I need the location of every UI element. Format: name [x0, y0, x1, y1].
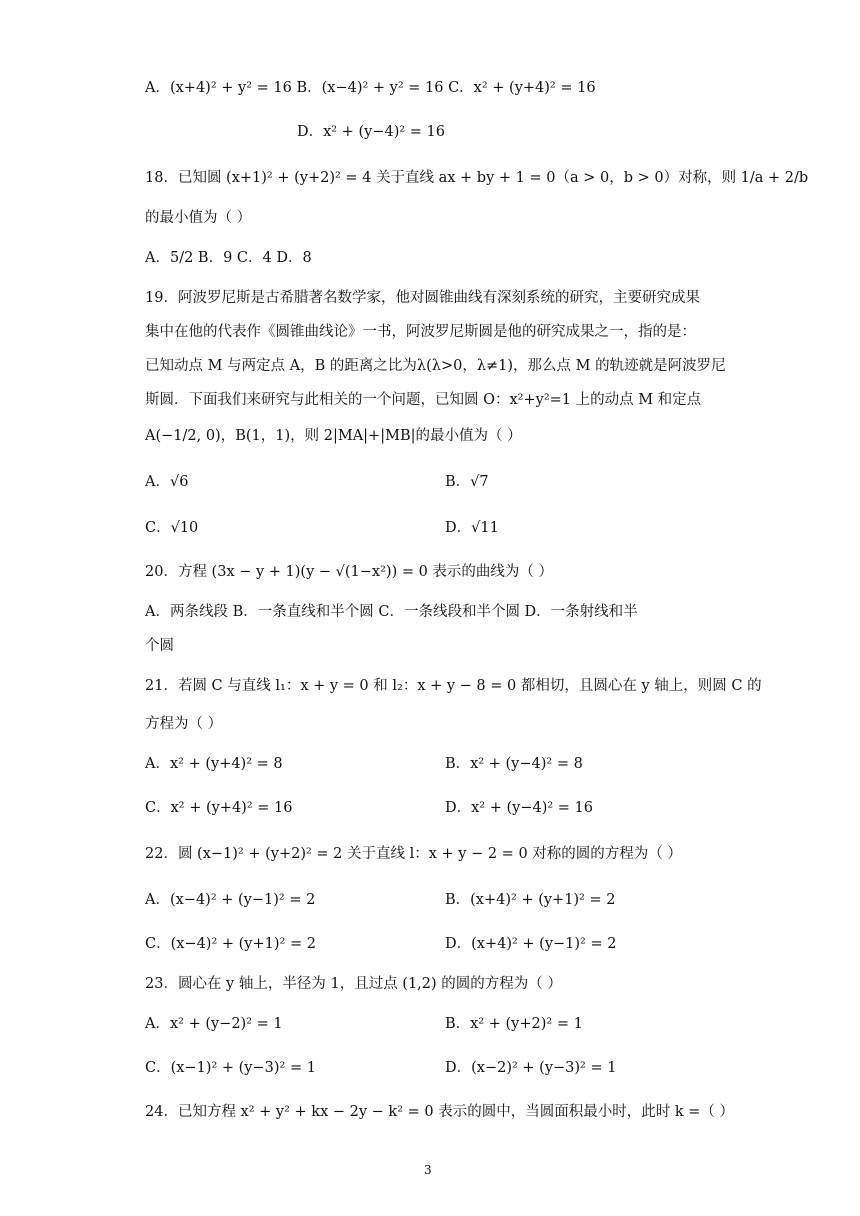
- q23-option-b: B．x² + (y+2)² = 1: [445, 1016, 583, 1032]
- q22-option-b: B．(x+4)² + (y+1)² = 2: [445, 892, 616, 908]
- q22-option-c: C．(x−4)² + (y+1)² = 2: [145, 936, 316, 952]
- q19-option-a: A．√6: [145, 474, 189, 490]
- q21-option-b: B．x² + (y−4)² = 8: [445, 756, 583, 772]
- q20-options-cont: 个圆: [145, 638, 174, 654]
- q23-stem: 23．圆心在 y 轴上，半径为 1，且过点 (1,2) 的圆的方程为（ ）: [145, 976, 562, 992]
- q19-stem-2: 集中在他的代表作《圆锥曲线论》一书，阿波罗尼斯圆是他的研究成果之一，指的是：: [145, 324, 696, 340]
- q19-stem-4: 斯圆．下面我们来研究与此相关的一个问题，已知圆 O：x²+y²=1 上的动点 M 和定点: [145, 392, 702, 408]
- q18-options: A．5/2 B．9 C．4 D．8: [145, 250, 312, 266]
- q20-options: A．两条线段 B．一条直线和半个圆 C．一条线段和半个圆 D．一条射线和半: [145, 604, 638, 620]
- q19-stem-3: 已知动点 M 与两定点 A，B 的距离之比为λ(λ>0，λ≠1)，那么点 M 的轨迹就是阿波罗尼: [145, 358, 726, 374]
- page-number: 3: [424, 1163, 432, 1177]
- q20-stem: 20．方程 (3x − y + 1)(y − √(1−x²)) = 0 表示的曲线为（ ）: [145, 564, 554, 580]
- q22-option-a: A．(x−4)² + (y−1)² = 2: [145, 892, 316, 908]
- q22-option-d: D．(x+4)² + (y−1)² = 2: [445, 936, 617, 952]
- q17-options-abc: A．(x+4)² + y² = 16 B．(x−4)² + y² = 16 C．x² + (y+4)² = 16: [145, 80, 596, 96]
- q21-option-d: D．x² + (y−4)² = 16: [445, 800, 593, 816]
- q21-option-c: C．x² + (y+4)² = 16: [145, 800, 293, 816]
- q19-option-d: D．√11: [445, 520, 499, 536]
- q17-option-d: D．x² + (y−4)² = 16: [297, 124, 445, 140]
- q21-option-a: A．x² + (y+4)² = 8: [145, 756, 283, 772]
- q19-stem-5: A(−1/2, 0)，B(1，1)，则 2|MA|+|MB|的最小值为（ ）: [145, 428, 522, 444]
- q22-stem: 22．圆 (x−1)² + (y+2)² = 2 关于直线 l：x + y − 2 = 0 对称的圆的方程为（ ）: [145, 846, 682, 862]
- q19-option-c: C．√10: [145, 520, 199, 536]
- q21-stem-cont: 方程为（ ）: [145, 716, 223, 732]
- q24-stem: 24．已知方程 x² + y² + kx − 2y − k² = 0 表示的圆中，当圆面积最小时，此时 k =（ ）: [145, 1104, 734, 1120]
- q23-option-a: A．x² + (y−2)² = 1: [145, 1016, 283, 1032]
- q18-stem: 18．已知圆 (x+1)² + (y+2)² = 4 关于直线 ax + by + 1 = 0（a > 0，b > 0）对称，则 1/a + 2/b: [145, 170, 809, 186]
- q19-stem-1: 19．阿波罗尼斯是古希腊著名数学家，他对圆锥曲线有深刻系统的研究，主要研究成果: [145, 290, 700, 306]
- q23-option-c: C．(x−1)² + (y−3)² = 1: [145, 1060, 316, 1076]
- q18-stem-cont: 的最小值为（ ）: [145, 210, 252, 226]
- q19-option-b: B．√7: [445, 474, 489, 490]
- q21-stem: 21．若圆 C 与直线 l₁：x + y = 0 和 l₂：x + y − 8 = 0 都相切，且圆心在 y 轴上，则圆 C 的: [145, 678, 762, 694]
- q23-option-d: D．(x−2)² + (y−3)² = 1: [445, 1060, 617, 1076]
